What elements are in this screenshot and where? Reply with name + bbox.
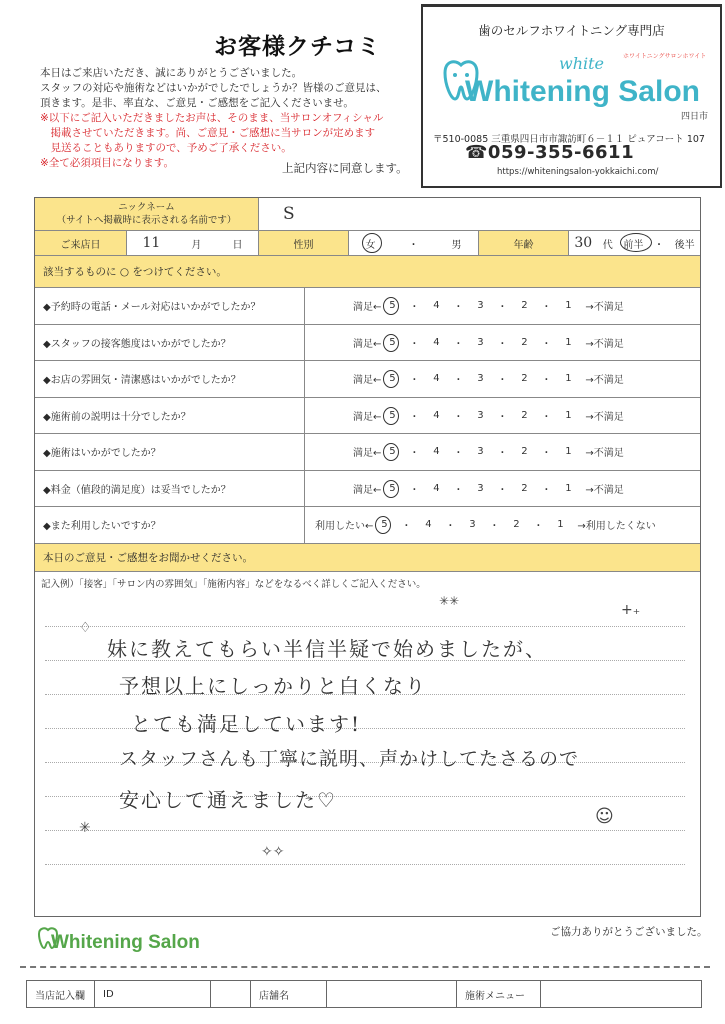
rating-option-3[interactable]: [469, 300, 491, 311]
rating-option-2[interactable]: [513, 410, 535, 421]
scale-right-label: →不満足: [585, 411, 624, 423]
rating-value: 4: [433, 446, 440, 458]
rating-option-5[interactable]: [381, 300, 403, 311]
rating-value: 3: [477, 446, 484, 458]
store-use-label: 当店記入欄: [27, 981, 95, 1007]
scale-right-label: →不満足: [585, 375, 624, 387]
rating-value: 2: [521, 409, 528, 421]
rating-value: 4: [433, 300, 440, 312]
card-logo-sub: ホワイトニングサロンホワイト: [623, 53, 707, 60]
selected-circle-mark: [383, 370, 399, 388]
rating-option-4[interactable]: [425, 483, 447, 494]
separator-dot: ・: [541, 302, 552, 314]
separator-dot: ・: [489, 521, 500, 533]
store-use-table: [26, 980, 702, 1008]
rating-value: 2: [521, 373, 528, 385]
visit-month-value: 11: [142, 235, 161, 251]
scale-right-label: →利用したくない: [577, 521, 656, 533]
rating-value: 5: [389, 446, 396, 458]
rating-value: 4: [433, 336, 440, 348]
rating-value: 5: [389, 373, 396, 385]
age-unit: 代: [602, 239, 613, 251]
scale-right-label: →不満足: [585, 484, 624, 496]
separator-dot: ・: [541, 375, 552, 387]
separator-dot: ・: [497, 484, 508, 496]
scale-left-label: 利用したい←: [315, 521, 374, 533]
comment-line-4: スタッフさんも丁寧に説明、声かけしてたさるので: [119, 748, 580, 770]
separator-dot: ・: [453, 375, 464, 387]
rating-value: 2: [521, 446, 528, 458]
nickname-label: ニックネーム: [118, 202, 175, 213]
separator-dot: ・: [453, 411, 464, 423]
sparkle-doodle-icon: ✧✧: [261, 844, 285, 860]
scale-left-label: 満足←: [353, 338, 382, 350]
separator-dot: ・: [409, 302, 420, 314]
treatment-label: 施術メニュー: [457, 981, 541, 1007]
rating-option-2[interactable]: [513, 446, 535, 457]
separator-dot: ・: [401, 521, 412, 533]
gender-female-option[interactable]: [366, 236, 376, 251]
rating-option-1[interactable]: [557, 337, 579, 348]
rating-value: 3: [477, 336, 484, 348]
note-line-2: 掲載させていただきます。尚、ご意見・ご感想に当サロンが定めます: [40, 127, 376, 139]
rating-value: 1: [565, 336, 572, 348]
rating-option-2[interactable]: [505, 519, 527, 530]
rating-option-5[interactable]: [381, 483, 403, 494]
rating-option-1[interactable]: [557, 483, 579, 494]
separator-dot: ・: [541, 411, 552, 423]
rating-option-4[interactable]: [417, 519, 439, 530]
store-card: [421, 4, 722, 188]
rating-option-3[interactable]: [469, 410, 491, 421]
survey-form: [34, 197, 701, 917]
separator-dot: ・: [497, 375, 508, 387]
visit-date-field[interactable]: [127, 231, 259, 256]
question-text: ◆お店の雰囲気・清潔感はいかがでしたか？: [35, 361, 305, 398]
rating-value: 3: [477, 409, 484, 421]
page-title: お客様クチコミ: [214, 34, 382, 60]
separator-dot: ・: [541, 484, 552, 496]
selected-circle-mark: [362, 233, 382, 253]
rating-scale: [305, 471, 700, 508]
section-1-header: 該当するものに ○ をつけてください。: [35, 256, 700, 288]
rating-option-3[interactable]: [469, 373, 491, 384]
scale-left-label: 満足←: [353, 302, 382, 314]
card-url: https://whiteningsalon-yokkaichi.com/: [497, 167, 659, 177]
sparkle-doodle-icon: +₊: [621, 602, 641, 618]
rating-value: 1: [557, 519, 564, 531]
separator-dot: ・: [453, 448, 464, 460]
note-line-1: ※以下にご記入いただきましたお声は、そのまま、当サロンオフィシャル: [40, 112, 384, 124]
rating-value: 1: [565, 482, 572, 494]
nickname-sub-label: （サイトへ掲載時に表示される名前です）: [56, 215, 237, 226]
card-tel: ☎059-355-6611: [465, 142, 635, 163]
rating-option-5[interactable]: [381, 446, 403, 457]
rating-option-2[interactable]: [513, 483, 535, 494]
ruled-line: [45, 864, 685, 865]
month-unit: 月: [191, 239, 202, 251]
rating-value: 5: [389, 300, 396, 312]
rating-value: 1: [565, 373, 572, 385]
ruled-line: [45, 830, 685, 831]
rating-option-1[interactable]: [557, 446, 579, 457]
store-name-label: 店舗名: [251, 981, 327, 1007]
rating-scale: [305, 325, 700, 362]
rating-option-1[interactable]: [549, 519, 571, 530]
rating-value: 2: [521, 300, 528, 312]
separator-dot: ・: [541, 338, 552, 350]
age-label: 年齢: [479, 231, 569, 256]
cut-line: [20, 966, 710, 968]
rating-value: 4: [425, 519, 432, 531]
treatment-field[interactable]: [541, 981, 701, 1007]
separator-dot: ・: [497, 448, 508, 460]
rating-scale: [305, 434, 700, 471]
nickname-label-cell: [35, 198, 259, 231]
rating-value: 1: [565, 446, 572, 458]
rating-option-3[interactable]: [469, 446, 491, 457]
separator-dot: ・: [497, 338, 508, 350]
logo-main-text: Whitening Salon: [465, 75, 700, 108]
rating-value: 1: [565, 300, 572, 312]
rating-option-4[interactable]: [425, 446, 447, 457]
rating-value: 3: [477, 482, 484, 494]
selected-circle-mark: [383, 297, 399, 315]
smiley-doodle-icon: ☺: [595, 806, 614, 827]
scale-left-label: 満足←: [353, 484, 382, 496]
gender-male-option[interactable]: 男: [451, 239, 462, 251]
rating-option-2[interactable]: [513, 337, 535, 348]
scale-right-label: →不満足: [585, 448, 624, 460]
footer-logo-text: Whitening Salon: [51, 932, 200, 953]
card-city: 四日市: [680, 112, 708, 122]
rating-option-5[interactable]: [381, 410, 403, 421]
rating-value: 5: [389, 482, 396, 494]
footer-logo: [37, 926, 207, 954]
question-text: ◆また利用したいですか？: [35, 507, 305, 544]
intro-line-1: 本日はご来店いただき、誠にありがとうございました。: [40, 67, 303, 79]
sparkle-doodle-icon: ✳: [79, 820, 91, 836]
age-early-label: 前半: [623, 239, 644, 251]
separator-dot: ・: [541, 448, 552, 460]
intro-line-2: スタッフの対応や施術などはいかがでしたでしょうか？皆様のご意見は、: [40, 82, 387, 94]
age-field[interactable]: [569, 231, 700, 256]
rating-option-4[interactable]: [425, 410, 447, 421]
separator-dot: ・: [654, 239, 665, 251]
separator-dot: ・: [533, 521, 544, 533]
rating-value: 4: [433, 409, 440, 421]
card-header: 歯のセルフホワイトニング専門店: [478, 23, 665, 38]
scale-left-label: 満足←: [353, 448, 382, 460]
separator-dot: ・: [409, 448, 420, 460]
selected-circle-mark: [383, 407, 399, 425]
scale-left-label: 満足←: [353, 411, 382, 423]
rating-option-5[interactable]: [373, 519, 395, 530]
question-text: ◆施術前の説明は十分でしたか？: [35, 398, 305, 435]
rating-option-2[interactable]: [513, 373, 535, 384]
id-label: ID: [95, 981, 211, 1007]
store-name-field[interactable]: [327, 981, 457, 1007]
selected-circle-mark: [383, 480, 399, 498]
rating-scale: [305, 507, 700, 544]
separator-dot: ・: [409, 484, 420, 496]
consent-text: 上記内容に同意します。: [282, 161, 408, 175]
rating-value: 4: [433, 482, 440, 494]
rating-value: 5: [381, 519, 388, 531]
question-text: ◆料金（値段的満足度）は妥当でしたか？: [35, 471, 305, 508]
question-text: ◆施術はいかがでしたか？: [35, 434, 305, 471]
separator-dot: ・: [453, 338, 464, 350]
rating-option-1[interactable]: [557, 373, 579, 384]
scale-right-label: →不満足: [585, 338, 624, 350]
whitening-salon-logo: [441, 55, 711, 117]
section-2-header: 本日のご意見・ご感想をお聞かせください。: [35, 544, 700, 572]
rating-value: 3: [469, 519, 476, 531]
gender-female-label: 女: [365, 239, 376, 251]
selected-circle-mark: [383, 334, 399, 352]
rating-scale: [305, 288, 700, 325]
age-late-option[interactable]: 後半: [674, 239, 695, 251]
separator-dot: ・: [409, 338, 420, 350]
age-value: 30: [574, 235, 593, 251]
rating-option-4[interactable]: [425, 373, 447, 384]
question-text: ◆予約時の電話・メール対応はいかがでしたか？: [35, 288, 305, 325]
rating-value: 3: [477, 373, 484, 385]
rating-option-5[interactable]: [381, 337, 403, 348]
selected-circle-mark: [375, 516, 391, 534]
comment-area[interactable]: [35, 590, 700, 916]
intro-line-3: 頂きます。是非、率直な、ご意見・ご感想をご記入くださいませ。: [40, 97, 354, 109]
rating-option-1[interactable]: [557, 410, 579, 421]
sparkle-doodle-icon: ♢: [79, 620, 92, 636]
rating-value: 5: [389, 409, 396, 421]
separator-dot: ・: [445, 521, 456, 533]
comment-line-1: 妹に教えてもらい半信半疑で始めましたが、: [107, 637, 547, 661]
rating-value: 4: [433, 373, 440, 385]
gender-label: 性別: [259, 231, 349, 256]
example-text: 記入例）「接客」「サロン内の雰囲気」「施術内容」などをなるべく詳しくご記入ください。: [41, 579, 426, 590]
comment-line-5: 安心して通えました♡: [119, 788, 337, 812]
comment-line-3: とても満足しています!: [131, 712, 362, 736]
rating-option-3[interactable]: [469, 483, 491, 494]
selected-circle-mark: [620, 233, 652, 252]
rating-option-1[interactable]: [557, 300, 579, 311]
card-address: 〒510-0085 三重県四日市市諏訪町６－１１ ピュアコート 107: [433, 134, 705, 145]
separator-dot: ・: [453, 484, 464, 496]
rating-option-3[interactable]: [469, 337, 491, 348]
nickname-value[interactable]: S: [259, 198, 700, 231]
separator-dot: ・: [408, 239, 419, 251]
rating-option-4[interactable]: [425, 337, 447, 348]
sparkle-doodle-icon: ✳✳: [439, 594, 460, 608]
rating-value: 1: [565, 409, 572, 421]
rating-option-2[interactable]: [513, 300, 535, 311]
rating-scale: [305, 361, 700, 398]
rating-value: 3: [477, 300, 484, 312]
rating-value: 5: [389, 336, 396, 348]
rating-option-3[interactable]: [461, 519, 483, 530]
separator-dot: ・: [409, 411, 420, 423]
scale-right-label: →不満足: [585, 302, 624, 314]
rating-value: 2: [521, 482, 528, 494]
rating-option-4[interactable]: [425, 300, 447, 311]
age-early-option[interactable]: [623, 236, 643, 251]
day-unit: 日: [232, 239, 243, 251]
note-line-3: 見送ることもありますので、予めご了承ください。: [40, 142, 292, 154]
selected-circle-mark: [383, 443, 399, 461]
rating-value: 2: [513, 519, 520, 531]
logo-script-text: white: [559, 55, 605, 73]
question-text: ◆スタッフの接客態度はいかがでしたか？: [35, 325, 305, 362]
separator-dot: ・: [453, 302, 464, 314]
note-line-4: ※全て必須項目になります。: [40, 157, 174, 169]
thanks-text: ご協力ありがとうございました。: [550, 926, 708, 938]
separator-dot: ・: [409, 375, 420, 387]
separator-dot: ・: [497, 302, 508, 314]
id-field[interactable]: [211, 981, 251, 1007]
separator-dot: ・: [497, 411, 508, 423]
ruled-line: [45, 626, 685, 627]
gender-field[interactable]: [349, 231, 479, 256]
rating-value: 2: [521, 336, 528, 348]
scale-left-label: 満足←: [353, 375, 382, 387]
rating-option-5[interactable]: [381, 373, 403, 384]
rating-scale: [305, 398, 700, 435]
visit-label: ご来店日: [35, 231, 127, 256]
comment-line-2: 予想以上にしっかりと白くなり: [119, 674, 427, 698]
